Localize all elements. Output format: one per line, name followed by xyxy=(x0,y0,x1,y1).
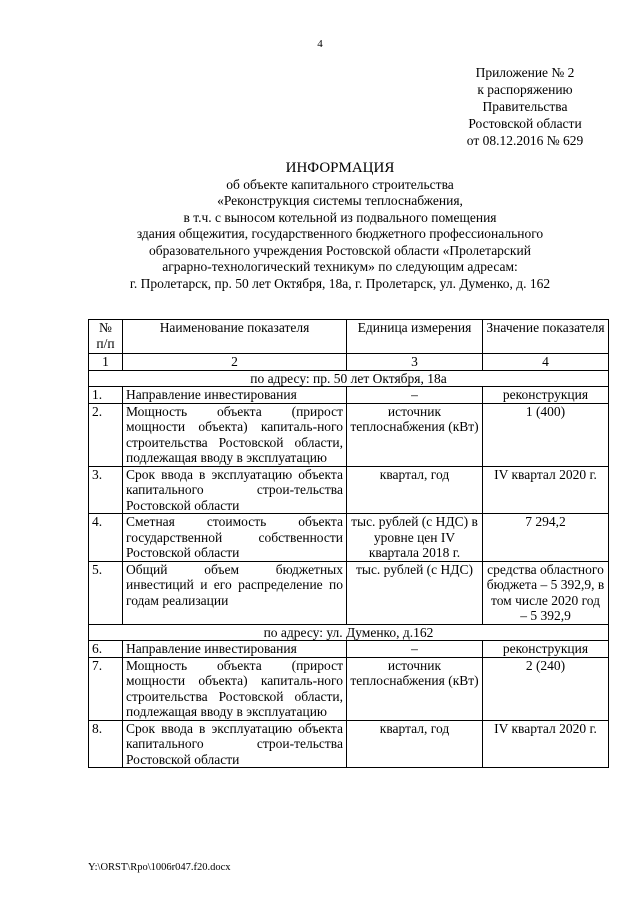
row-number: 6. xyxy=(89,641,123,658)
section-row xyxy=(89,370,609,387)
row-unit: квартал, год xyxy=(347,466,483,514)
row-unit: источник теплоснабжения (кВт) xyxy=(347,403,483,466)
table-row xyxy=(89,657,609,720)
title-line: в т.ч. с выносом котельной из подвального помещения xyxy=(183,209,497,225)
header-cell: Единица измерения xyxy=(347,320,483,354)
row-number: 4. xyxy=(89,514,123,562)
appendix-line: Ростовской области xyxy=(468,116,582,131)
table-row xyxy=(89,387,609,404)
row-value: реконструкция xyxy=(483,387,609,404)
row-name: Мощность объекта (прирост мощности объекта) капиталь-ного строительства Ростовской области, подлежащая вводу в эксплуатацию xyxy=(123,403,347,466)
file-path-footer: Y:\ORST\Rpo\1006r047.f20.docx xyxy=(88,862,231,873)
row-name: Направление инвестирования xyxy=(123,641,347,658)
appendix-line: Правительства xyxy=(482,99,568,114)
title-line: г. Пролетарск, пр. 50 лет Октября, 18а, г. Пролетарск, ул. Думенко, д. 162 xyxy=(129,275,551,291)
table-row xyxy=(89,466,609,514)
appendix-block xyxy=(440,64,610,149)
info-table xyxy=(88,319,609,768)
row-name: Общий объем бюджетных инвестиций и его распределение по годам реализации xyxy=(123,561,347,624)
header-number-cell: 1 xyxy=(89,354,123,371)
row-name: Срок ввода в эксплуатацию объекта капитального строи-тельства Ростовской области xyxy=(123,720,347,768)
section-title: по адресу: пр. 50 лет Октября, 18а xyxy=(89,370,609,387)
row-name: Мощность объекта (прирост мощности объекта) капиталь-ного строительства Ростовской области, подлежащая вводу в эксплуатацию xyxy=(123,657,347,720)
row-unit: – xyxy=(347,641,483,658)
row-value: 1 (400) xyxy=(483,403,609,466)
row-unit: источник теплоснабжения (кВт) xyxy=(347,657,483,720)
row-unit: тыс. рублей (с НДС) xyxy=(347,561,483,624)
table-row xyxy=(89,720,609,768)
row-number: 2. xyxy=(89,403,123,466)
row-unit: тыс. рублей (с НДС) в уровне цен IV квартала 2018 г. xyxy=(347,514,483,562)
row-value: реконструкция xyxy=(483,641,609,658)
document-title xyxy=(90,160,590,292)
table-header-row xyxy=(89,320,609,354)
row-number: 7. xyxy=(89,657,123,720)
header-number-cell: 2 xyxy=(123,354,347,371)
table-header-numbers-row xyxy=(89,354,609,371)
title-line: об объекте капитального строительства xyxy=(226,176,454,192)
table-row xyxy=(89,641,609,658)
row-number: 3. xyxy=(89,466,123,514)
table-row xyxy=(89,561,609,624)
row-name: Срок ввода в эксплуатацию объекта капитального строи-тельства Ростовской области xyxy=(123,466,347,514)
header-number-cell: 3 xyxy=(347,354,483,371)
section-row xyxy=(89,624,609,641)
row-name: Сметная стоимость объекта государственной собственности Ростовской области xyxy=(123,514,347,562)
row-number: 1. xyxy=(89,387,123,404)
table-row xyxy=(89,514,609,562)
row-number: 5. xyxy=(89,561,123,624)
header-cell: № п/п xyxy=(89,320,123,354)
header-number-cell: 4 xyxy=(483,354,609,371)
header-cell: Наименование показателя xyxy=(123,320,347,354)
section-title: по адресу: ул. Думенко, д.162 xyxy=(89,624,609,641)
table-row xyxy=(89,403,609,466)
title-line: «Реконструкция системы теплоснабжения, xyxy=(217,193,463,208)
appendix-line: Приложение № 2 xyxy=(475,65,575,80)
row-value: средства областного бюджета – 5 392,9, в том числе 2020 год – 5 392,9 xyxy=(483,561,609,624)
row-value: IV квартал 2020 г. xyxy=(483,720,609,768)
row-value: 7 294,2 xyxy=(483,514,609,562)
title-line: здания общежития, государственного бюджетного профессионального xyxy=(136,226,544,241)
header-cell: Значение показателя xyxy=(483,320,609,354)
title-line: образовательного учреждения Ростовской области «Пролетарский xyxy=(149,242,531,258)
title-heading: ИНФОРМАЦИЯ xyxy=(285,160,395,176)
appendix-line: к распоряжению xyxy=(477,82,573,97)
row-unit: квартал, год xyxy=(347,720,483,768)
title-line: аграрно-технологический техникум» по следующим адресам: xyxy=(162,259,518,274)
row-number: 8. xyxy=(89,720,123,768)
appendix-line: от 08.12.2016 № 629 xyxy=(466,133,584,148)
page-number: 4 xyxy=(317,38,323,50)
row-name: Направление инвестирования xyxy=(123,387,347,404)
row-value: 2 (240) xyxy=(483,657,609,720)
row-unit: – xyxy=(347,387,483,404)
row-value: IV квартал 2020 г. xyxy=(483,466,609,514)
